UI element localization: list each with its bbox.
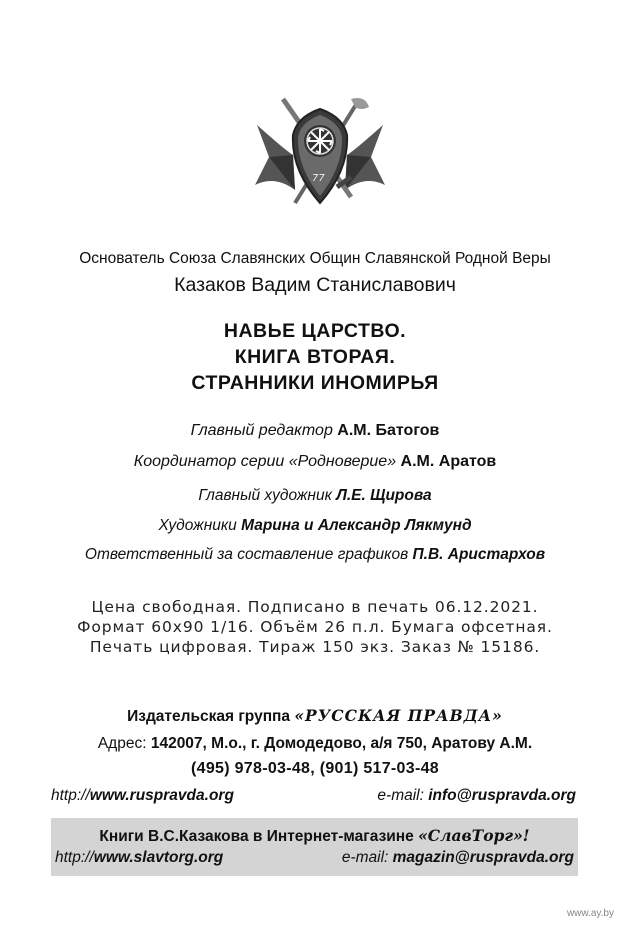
credit-charts	[0, 546, 630, 564]
svg-text:77: 77	[312, 173, 325, 184]
credit-role: Главный редактор	[190, 422, 333, 439]
shield-swords-emblem-icon	[255, 95, 385, 215]
publisher-brand: «РУССКАЯ ПРАВДА»	[294, 706, 503, 725]
print-line: Цена свободная. Подписано в печать 06.12.2021.	[91, 598, 539, 616]
credit-name: А.М. Батогов	[337, 422, 440, 439]
print-line: Печать цифровая. Тираж 150 экз. Заказ № 15186.	[89, 638, 541, 656]
shop-contacts	[55, 849, 574, 867]
address-label: Адрес:	[97, 735, 147, 752]
shop-email[interactable]: e-mail: magazin@ruspravda.org	[341, 849, 574, 866]
address-value: 142007, М.о., г. Домодедово, а/я 750, Аратову А.М.	[150, 735, 533, 752]
publisher-label: Издательская группа	[127, 708, 291, 725]
email[interactable]: e-mail: info@ruspravda.org	[377, 787, 576, 804]
credit-name: А.М. Аратов	[400, 453, 497, 470]
credit-role: Главный художник	[198, 487, 332, 504]
phone-line: (495) 978-03-48, (901) 517-03-48	[191, 760, 439, 777]
founder-line: Основатель Союза Славянских Общин Славянской Родной Веры	[79, 250, 551, 267]
watermark: www.ay.by	[566, 908, 614, 919]
web-contacts	[51, 787, 576, 805]
shop-box	[51, 818, 578, 876]
credit-name: П.В. Аристархов	[412, 546, 546, 563]
credit-name: Л.Е. Щирова	[336, 487, 432, 504]
title-line: НАВЬЕ ЦАРСТВО.	[223, 320, 407, 342]
credit-editor	[0, 422, 630, 440]
shop-title-text: Книги В.С.Казакова в Интернет-магазине	[99, 828, 414, 845]
print-line: Формат 60х90 1/16. Объём 26 п.л. Бумага офсетная.	[77, 618, 553, 636]
publisher-line	[0, 706, 630, 726]
shop-title	[51, 826, 578, 846]
author-name: Казаков Вадим Станиславович	[174, 274, 456, 296]
book-title	[0, 318, 630, 396]
credit-role: Художники	[158, 517, 237, 534]
shop-website[interactable]: http://www.slavtorg.org	[55, 849, 224, 866]
credit-name: Марина и Александр Лякмунд	[241, 517, 472, 534]
credit-role: Координатор серии «Родноверие»	[133, 453, 397, 470]
credit-artists	[0, 517, 630, 535]
shop-brand: «СлавТорг»!	[418, 826, 530, 845]
credit-chief-artist	[0, 487, 630, 505]
print-info	[0, 597, 630, 657]
credit-role: Ответственный за составление графиков	[84, 546, 409, 563]
title-line: КНИГА ВТОРАЯ.	[234, 346, 396, 368]
title-line: СТРАННИКИ ИНОМИРЬЯ	[191, 372, 439, 394]
website[interactable]: http://www.ruspravda.org	[51, 787, 234, 804]
address-line	[0, 735, 630, 753]
credit-coordinator	[0, 453, 630, 471]
